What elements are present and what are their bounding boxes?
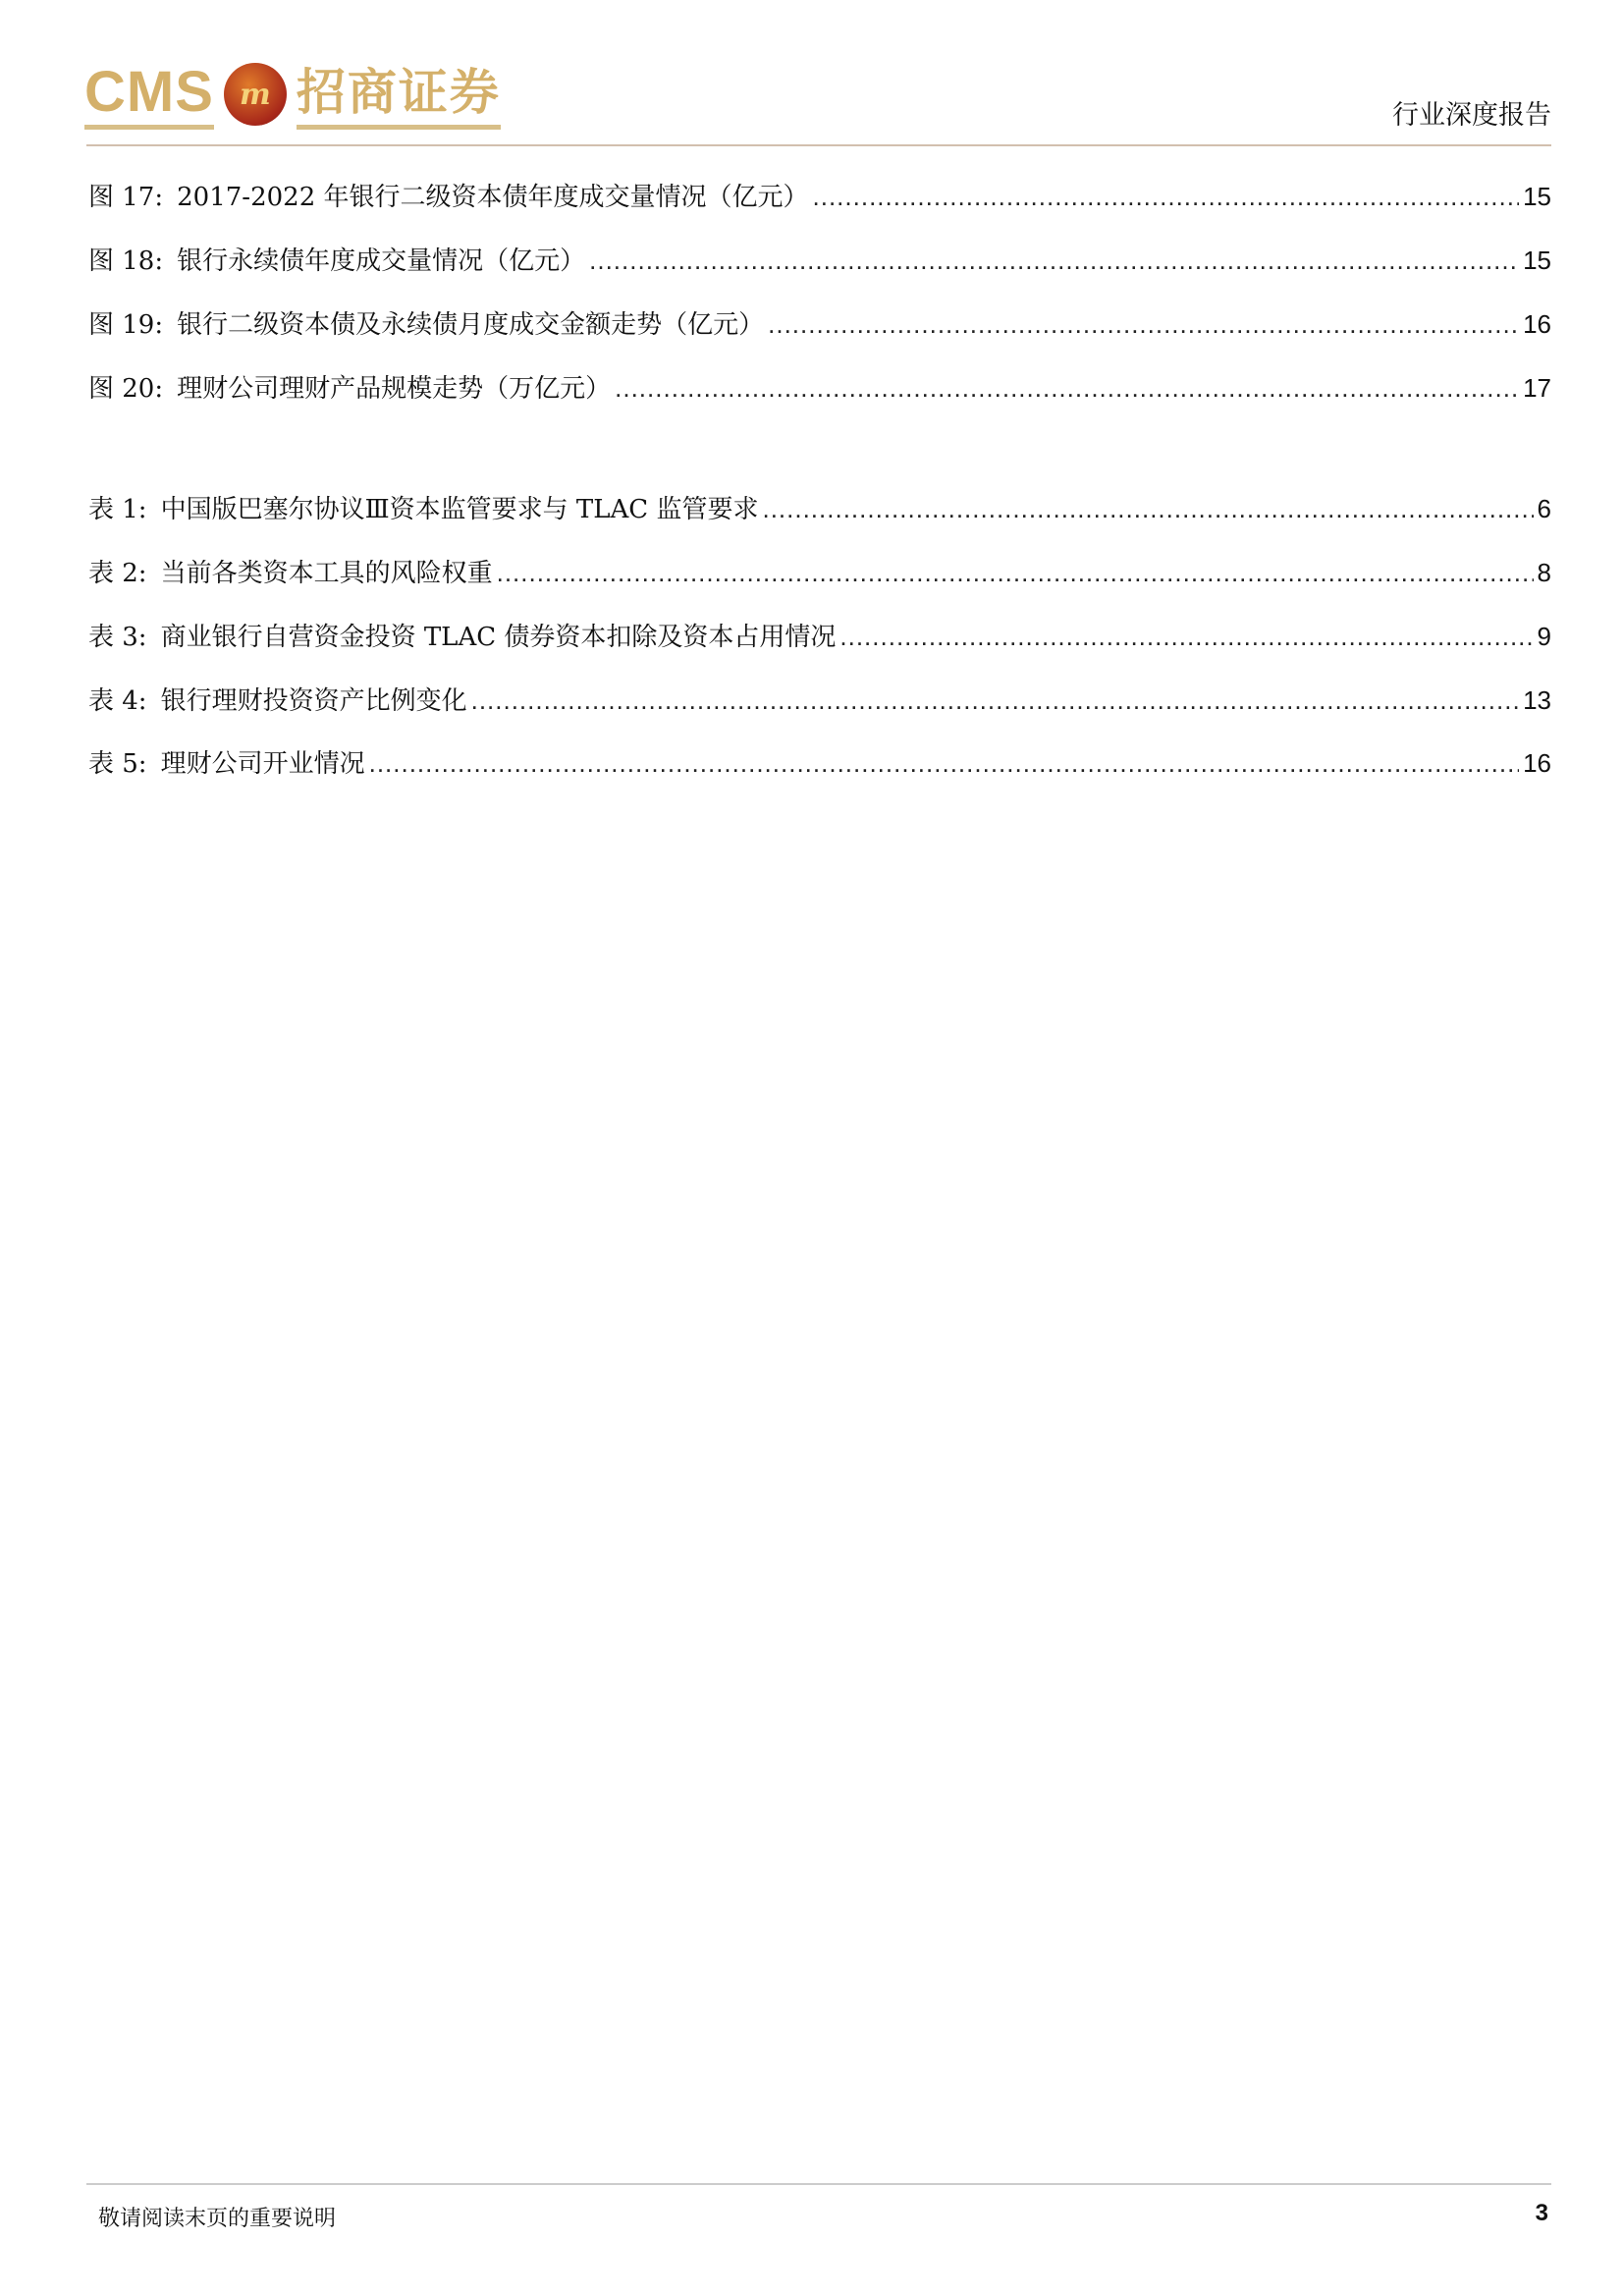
- entry-label: 图 18:: [88, 246, 164, 276]
- entry-label: 图 20:: [88, 374, 164, 404]
- toc-entry[interactable]: [88, 681, 1551, 717]
- logo-cn: 招商证券: [297, 60, 501, 130]
- logo-emblem-icon: m: [224, 63, 287, 126]
- toc-entry[interactable]: [88, 368, 1551, 405]
- entry-title: 商业银行自营资金投资 TLAC 债券资本扣除及资本占用情况: [160, 623, 837, 652]
- entry-title: 理财公司开业情况: [160, 749, 365, 779]
- dot-leader: [471, 685, 1519, 716]
- dot-leader: [497, 558, 1534, 588]
- dot-leader: [839, 622, 1533, 652]
- toc-entry[interactable]: [88, 553, 1551, 589]
- dot-leader: [615, 373, 1519, 404]
- entry-title: 中国版巴塞尔协议Ⅲ资本监管要求与 TLAC 监管要求: [160, 495, 759, 524]
- dot-leader: [762, 494, 1533, 524]
- logo-text: CMS: [84, 60, 214, 130]
- entry-page: 16: [1523, 748, 1551, 778]
- toc-entry[interactable]: [88, 489, 1551, 525]
- entry-label: 图 17:: [88, 183, 164, 212]
- entry-label: 表 2:: [88, 559, 147, 588]
- footer-divider: [86, 2183, 1551, 2185]
- entry-page: 13: [1523, 685, 1551, 715]
- entry-title: 银行理财投资资产比例变化: [160, 686, 467, 716]
- entry-label: 表 4:: [88, 686, 147, 716]
- entry-title: 当前各类资本工具的风险权重: [160, 559, 493, 588]
- footer-notice: 敬请阅读末页的重要说明: [98, 2207, 337, 2231]
- toc-entry[interactable]: [88, 177, 1551, 213]
- entry-page: 8: [1537, 558, 1551, 587]
- entry-page: 9: [1537, 622, 1551, 651]
- entry-title: 2017-2022 年银行二级资本债年度成交量情况（亿元）: [177, 183, 809, 212]
- dot-leader: [589, 246, 1519, 276]
- entry-title: 理财公司理财产品规模走势（万亿元）: [177, 374, 612, 404]
- entry-title: 银行二级资本债及永续债月度成交金额走势（亿元）: [177, 310, 765, 340]
- entry-page: 16: [1523, 309, 1551, 339]
- entry-title: 银行永续债年度成交量情况（亿元）: [177, 246, 586, 276]
- entry-page: 6: [1537, 494, 1551, 523]
- entry-label: 图 19:: [88, 310, 164, 340]
- cms-logo: [84, 57, 501, 132]
- toc-entry[interactable]: [88, 743, 1551, 780]
- entry-page: 15: [1523, 246, 1551, 275]
- dot-leader: [369, 748, 1519, 779]
- report-type: 行业深度报告: [1392, 100, 1551, 131]
- header-divider: [86, 144, 1551, 146]
- dot-leader: [813, 182, 1520, 212]
- toc-entry[interactable]: [88, 617, 1551, 653]
- toc-entry[interactable]: [88, 304, 1551, 341]
- toc-entry[interactable]: [88, 241, 1551, 277]
- entry-page: 15: [1523, 182, 1551, 211]
- entry-page: 17: [1523, 373, 1551, 403]
- entry-label: 表 1:: [88, 495, 147, 524]
- dot-leader: [768, 309, 1519, 340]
- page-number: 3: [1535, 2200, 1548, 2226]
- entry-label: 表 3:: [88, 623, 147, 652]
- entry-label: 表 5:: [88, 749, 147, 779]
